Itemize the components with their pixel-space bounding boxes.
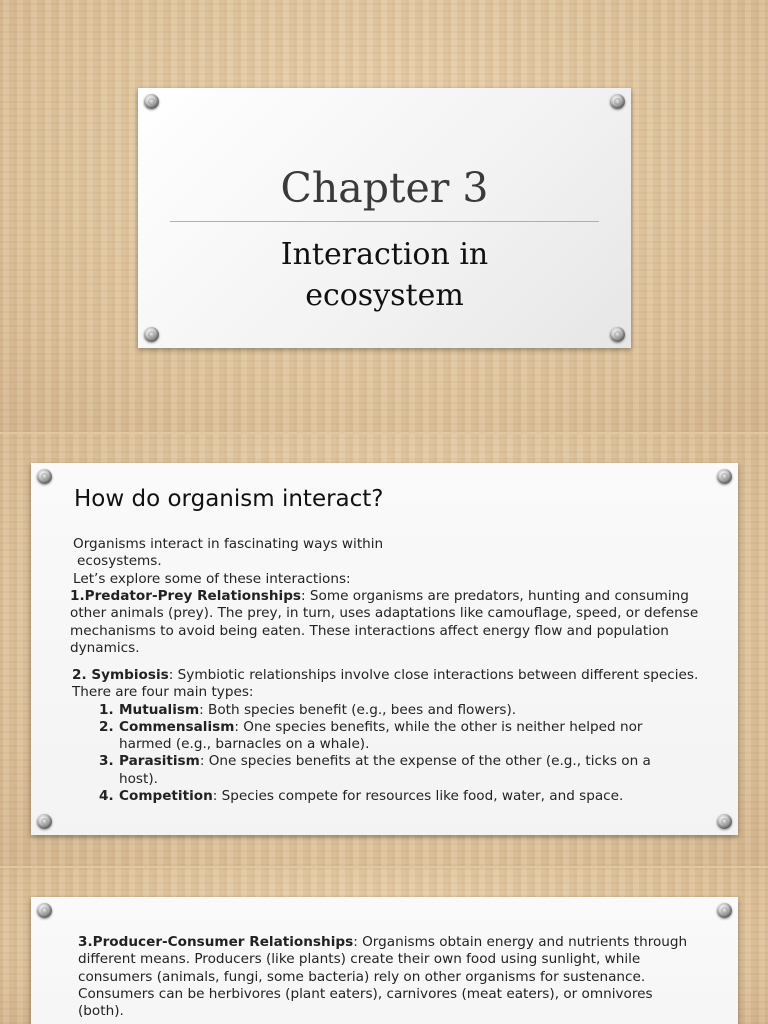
list-item — [72, 719, 689, 754]
slide-2 — [0, 434, 768, 866]
list-term: Mutualism — [119, 701, 200, 718]
list-term: Parasitism — [119, 753, 200, 770]
intro-line: Organisms interact in fascinating ways within — [73, 536, 384, 552]
pushpin-icon — [717, 469, 732, 484]
pushpin-icon — [610, 327, 625, 342]
slide-heading: How do organism interact? — [74, 486, 384, 512]
list-text: : One species benefits, while the other is neither helped nor harmed (e.g., barnacles on a whale). — [119, 718, 643, 753]
list-number: 1. — [99, 701, 114, 718]
pushpin-icon — [144, 94, 159, 109]
item-term: 3.Producer-Consumer Relationships — [78, 934, 354, 950]
intro-paragraph — [73, 536, 383, 588]
list-item — [72, 788, 689, 805]
pushpin-icon — [37, 903, 52, 918]
symbiosis-section — [72, 667, 712, 805]
item-term: 2. Symbiosis — [72, 667, 169, 683]
item-text: : Symbiotic relationships involve close interactions between different species. There are four main types: — [72, 667, 699, 701]
content-card — [31, 463, 738, 835]
item-text: : Some organisms are predators, hunting and consuming other animals (prey). The prey, in turn, uses adaptations like camouflage, speed, or defense mechanisms to avoid being eaten. These interactions affect energy flow and population dynamics. — [70, 588, 699, 656]
intro-line: Let’s explore some of these interactions: — [73, 570, 351, 587]
title-card — [138, 88, 631, 348]
pushpin-icon — [610, 94, 625, 109]
title-divider — [170, 221, 599, 222]
intro-line: ecosystems. — [77, 553, 162, 570]
list-term: Competition — [119, 788, 213, 805]
pushpin-icon — [144, 327, 159, 342]
chapter-subtitle — [138, 234, 631, 316]
pushpin-icon — [717, 903, 732, 918]
subtitle-line-2: ecosystem — [305, 278, 464, 313]
slide-1 — [0, 0, 768, 432]
item-term: 1.Predator-Prey Relationships — [70, 588, 302, 604]
list-text: : Both species benefit (e.g., bees and flowers). — [199, 701, 517, 718]
symbiosis-paragraph — [72, 667, 712, 702]
pushpin-icon — [37, 814, 52, 829]
list-number: 2. — [99, 718, 114, 735]
content-card — [31, 897, 738, 1024]
pushpin-icon — [717, 814, 732, 829]
list-text: : Species compete for resources like food, water, and space. — [212, 788, 624, 805]
slide-3 — [0, 868, 768, 1024]
list-number: 4. — [99, 788, 114, 805]
list-number: 3. — [99, 753, 114, 770]
producer-consumer-paragraph — [78, 934, 688, 1020]
list-text: : One species benefits at the expense of the other (e.g., ticks on a host). — [119, 753, 651, 787]
item-text: : Organisms obtain energy and nutrients through different means. Producers (like plants) create their own food using sunlight, while consumers (animals, fungi, some bacteria) rely on other organisms for sustenance. Consumers can be herbivores (plant eaters), carnivores (meat eaters), or omnivores (both). — [78, 934, 688, 1020]
pushpin-icon — [37, 469, 52, 484]
list-item — [72, 702, 689, 719]
list-item — [72, 753, 689, 788]
chapter-title: Chapter 3 — [280, 164, 489, 212]
symbiosis-types-list — [72, 702, 712, 806]
predator-prey-paragraph — [70, 588, 710, 657]
subtitle-line-1: Interaction in — [280, 237, 489, 272]
list-term: Commensalism — [119, 718, 235, 735]
